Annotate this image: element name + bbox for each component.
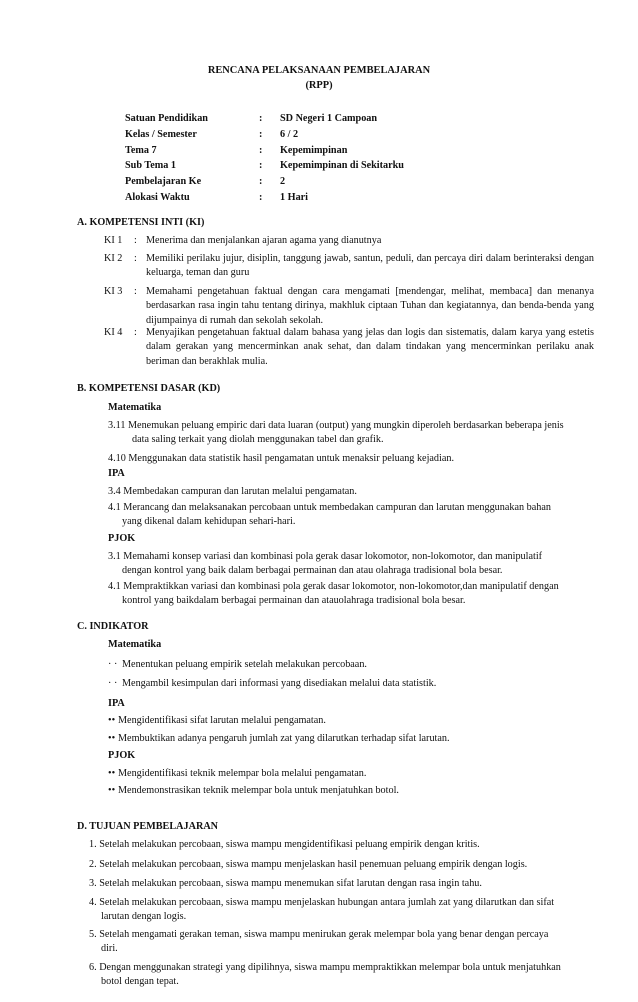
identity-colon: : bbox=[259, 145, 263, 156]
identity-key: Sub Tema 1 bbox=[125, 160, 176, 171]
subject-label-pjok: PJOK bbox=[108, 750, 136, 761]
objective-text: 2. Setelah melakukan percobaan, siswa mampu menjelaskan hasil penemuan peluang empirik dengan logis. bbox=[89, 859, 528, 870]
objective-item bbox=[89, 961, 589, 990]
kd-text-continuation: dengan kontrol yang baik dalam berbagai permainan dan atau olahraga tradisional bola besar. bbox=[122, 565, 503, 577]
kd-text-continuation: kontrol yang baikdalam berbagai permainan dan atauolahraga tradisional bola besar. bbox=[122, 595, 466, 607]
indicator-text: Mendemonstrasikan teknik melempar bola untuk menjatuhkan botol. bbox=[118, 785, 399, 796]
indicator-item bbox=[108, 732, 588, 746]
identity-row bbox=[125, 191, 585, 207]
kd-text: 3.11 Menemukan peluang empiric dari data luaran (output) yang mungkin diperoleh berdasarkan beberapa jenis bbox=[108, 420, 564, 431]
kd-text: 4.10 Menggunakan data statistik hasil pengamatan untuk menaksir peluang kejadian. bbox=[108, 453, 455, 464]
ki-number: KI 2 bbox=[104, 253, 123, 264]
kd-text: 3.1 Memahami konsep variasi dan kombinasi pola gerak dasar lokomotor, non-lokomotor, dan manipulatif bbox=[108, 551, 543, 562]
section-d-heading: D. TUJUAN PEMBELAJARAN bbox=[77, 821, 219, 832]
identity-key: Kelas / Semester bbox=[125, 129, 197, 140]
page-subtitle: (RPP) bbox=[305, 80, 333, 91]
identity-colon: : bbox=[259, 192, 263, 203]
objective-text: 5. Setelah mengamati gerakan teman, siswa mampu menirukan gerak melempar bola yang benar dengan percaya bbox=[89, 929, 549, 940]
section-c-heading: C. INDIKATOR bbox=[77, 621, 149, 632]
ki-number: KI 1 bbox=[104, 235, 123, 246]
bullet-marker: •• bbox=[108, 733, 116, 744]
page-title: RENCANA PELAKSANAAN PEMBELAJARAN bbox=[207, 65, 431, 76]
kd-item bbox=[108, 485, 594, 499]
identity-key: Pembelajaran Ke bbox=[125, 176, 202, 187]
bullet-marker: · · bbox=[108, 678, 118, 689]
indicator-item bbox=[108, 658, 588, 672]
identity-colon: : bbox=[259, 113, 263, 124]
subject-label-matematika: Matematika bbox=[108, 639, 162, 650]
indicator-text: Mengidentifikasi teknik melempar bola melalui pengamatan. bbox=[118, 768, 367, 779]
subject-label-matematika: Matematika bbox=[108, 402, 162, 413]
bullet-marker: •• bbox=[108, 785, 116, 796]
indicator-text: Menentukan peluang empirik setelah melakukan percobaan. bbox=[122, 659, 367, 670]
ki-text: Menyajikan pengetahuan faktual dalam bahasa yang jelas dan logis dan sistematis, dalam karya yang estetis dalam gerakan yang mencerminkan anak sehat, dan dalam tindakan yang mencerminkan perilaku anak beriman dan berakhlak mulia. bbox=[146, 327, 594, 367]
ki-text: Memahami pengetahuan faktual dengan cara mengamati [mendengar, melihat, membaca] dan menanya berdasarkan rasa ingin tahu tentang dirinya, makhluk ciptaan Tuhan dan kegiatannya, dan benda-benda yang dijumpainya di rumah dan sekolah sekolah. bbox=[146, 286, 594, 326]
indicator-item bbox=[108, 784, 588, 798]
ki-number: KI 4 bbox=[104, 327, 123, 338]
indicator-text: Mengidentifikasi sifat larutan melalui pengamatan. bbox=[118, 715, 326, 726]
ki-colon: : bbox=[134, 327, 137, 338]
ki-colon: : bbox=[134, 286, 137, 297]
identity-value: SD Negeri 1 Campoan bbox=[280, 113, 378, 124]
objective-text: 6. Dengan menggunakan strategi yang dipilihnya, siswa mampu mempraktikkan melempar bola untuk menjatuhkan bbox=[89, 962, 561, 973]
kd-item bbox=[108, 501, 594, 530]
ki-colon: : bbox=[134, 253, 137, 264]
identity-row bbox=[125, 144, 585, 160]
ki-colon: : bbox=[134, 235, 137, 246]
kd-item bbox=[108, 452, 594, 466]
identity-value: 1 Hari bbox=[280, 192, 309, 203]
ki-text: Menerima dan menjalankan ajaran agama yang dianutnya bbox=[146, 235, 382, 246]
bullet-marker: •• bbox=[108, 715, 116, 726]
objective-text-continuation: diri. bbox=[101, 943, 118, 955]
section-a-heading: A. KOMPETENSI INTI (KI) bbox=[77, 217, 205, 228]
identity-row bbox=[125, 175, 585, 191]
subject-label-ipa: IPA bbox=[108, 698, 125, 709]
identity-row bbox=[125, 112, 585, 128]
subject-label-pjok: PJOK bbox=[108, 533, 136, 544]
objective-text: 4. Setelah melakukan percobaan, siswa mampu menjelaskan hubungan antara jumlah zat yang dilarutkan dan sifat bbox=[89, 897, 555, 908]
identity-row bbox=[125, 128, 585, 144]
identity-colon: : bbox=[259, 160, 263, 171]
identity-value: Kepemimpinan bbox=[280, 145, 348, 156]
objective-item bbox=[89, 877, 589, 891]
indicator-item bbox=[108, 677, 588, 691]
subject-label-ipa: IPA bbox=[108, 468, 125, 479]
indicator-text: Membuktikan adanya pengaruh jumlah zat yang dilarutkan terhadap sifat larutan. bbox=[118, 733, 450, 744]
kd-item bbox=[108, 419, 594, 448]
objective-text-continuation: botol dengan tepat. bbox=[101, 976, 179, 988]
ki-number: KI 3 bbox=[104, 286, 123, 297]
identity-key: Alokasi Waktu bbox=[125, 192, 190, 203]
objective-item bbox=[89, 896, 589, 925]
objective-text: 3. Setelah melakukan percobaan, siswa mampu menemukan sifat larutan dengan rasa ingin tahu. bbox=[89, 878, 482, 889]
bullet-marker: · · bbox=[108, 659, 118, 670]
objective-item bbox=[89, 838, 589, 852]
identity-colon: : bbox=[259, 176, 263, 187]
identity-key: Tema 7 bbox=[125, 145, 157, 156]
kd-text: 4.1 Merancang dan melaksanakan percobaan untuk membedakan campuran dan larutan menggunakan bahan bbox=[108, 502, 551, 513]
ki-text: Memiliki perilaku jujur, disiplin, tanggung jawab, santun, peduli, dan percaya diri dalam berinteraksi dengan keluarga, teman dan guru bbox=[146, 253, 594, 279]
objective-text: 1. Setelah melakukan percobaan, siswa mampu mengidentifikasi peluang empirik dengan kritis. bbox=[89, 839, 480, 850]
indicator-item bbox=[108, 714, 588, 728]
objective-text-continuation: larutan dengan logis. bbox=[101, 911, 187, 923]
kd-item bbox=[108, 580, 594, 609]
kd-text-continuation: data saling terkait yang diolah menggunakan tabel dan grafik. bbox=[132, 434, 384, 446]
objective-item bbox=[89, 858, 589, 872]
objective-item bbox=[89, 928, 589, 957]
bullet-marker: •• bbox=[108, 768, 116, 779]
identity-value: 2 bbox=[280, 176, 286, 187]
kd-text-continuation: yang dikenal dalam kehidupan sehari-hari. bbox=[122, 516, 296, 528]
identity-row bbox=[125, 159, 585, 175]
identity-key: Satuan Pendidikan bbox=[125, 113, 208, 124]
indicator-item bbox=[108, 767, 588, 781]
identity-value: 6 / 2 bbox=[280, 129, 299, 140]
indicator-text: Mengambil kesimpulan dari informasi yang disediakan melalui data statistik. bbox=[122, 678, 437, 689]
kd-text: 4.1 Mempraktikkan variasi dan kombinasi pola gerak dasar lokomotor, non-lokomotor,dan manipulatif dengan bbox=[108, 581, 559, 592]
identity-colon: : bbox=[259, 129, 263, 140]
section-b-heading: B. KOMPETENSI DASAR (KD) bbox=[77, 383, 221, 394]
kd-item bbox=[108, 550, 594, 579]
identity-value: Kepemimpinan di Sekitarku bbox=[280, 160, 404, 171]
kd-text: 3.4 Membedakan campuran dan larutan melalui pengamatan. bbox=[108, 486, 357, 497]
